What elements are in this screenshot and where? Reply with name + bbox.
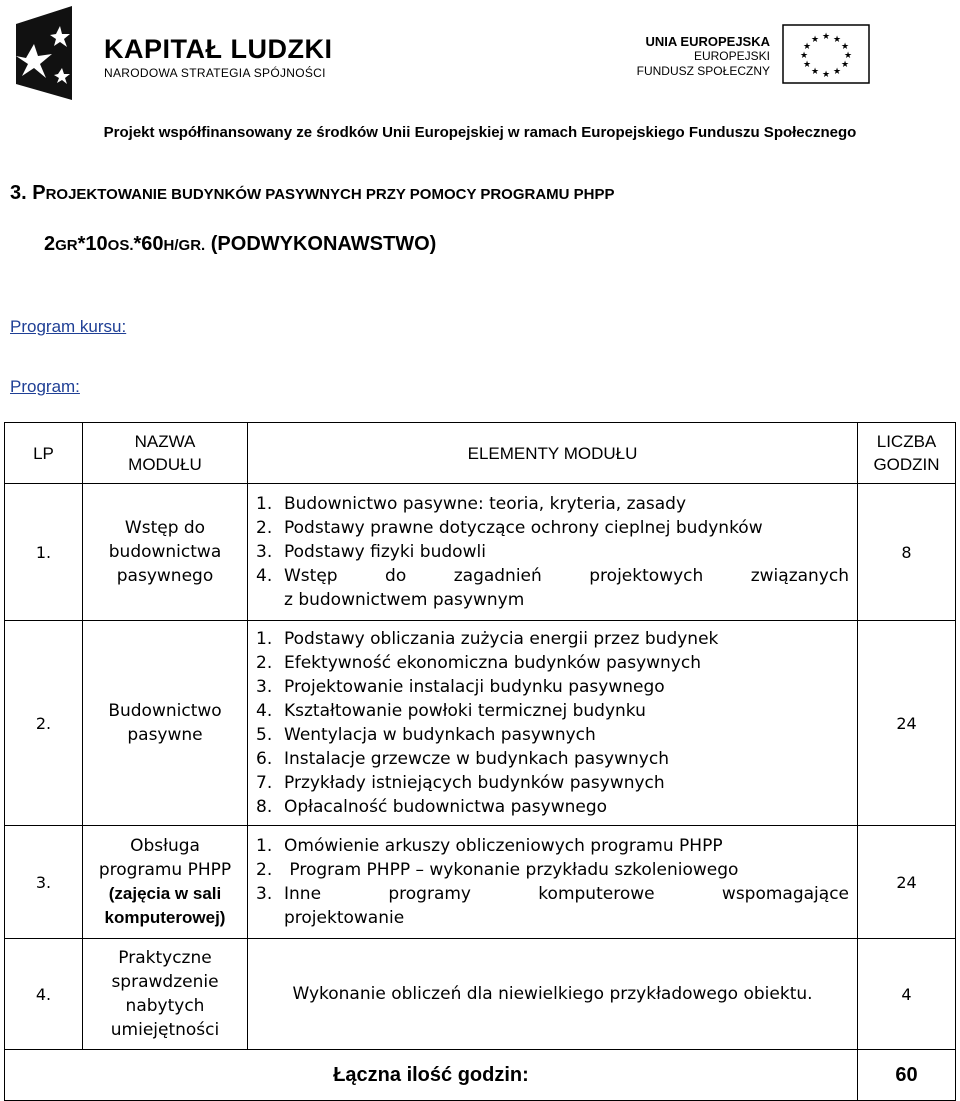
item-text: Opłacalność budownictwa pasywnego: [284, 797, 608, 817]
list-item: [256, 492, 849, 516]
item-text: Efektywność ekonomiczna budynków pasywnych: [284, 653, 701, 673]
svg-text:★: ★: [840, 60, 850, 70]
row-elements: [248, 621, 858, 826]
total-row: [5, 1050, 956, 1101]
kapital-ludzki-logo-icon: [12, 4, 76, 102]
row-lp: 1.: [5, 484, 83, 621]
row-elements: [248, 826, 858, 939]
total-value: 60: [858, 1050, 956, 1101]
svg-text:★: ★: [802, 42, 812, 52]
eu-line-1: UNIA EUROPEJSKA: [645, 34, 770, 49]
svg-text:★: ★: [810, 67, 820, 77]
svg-text:★: ★: [843, 51, 853, 61]
item-number: 2.: [256, 860, 273, 880]
header-hours: [858, 423, 956, 484]
header-module-name-line: MODUŁU: [128, 455, 202, 474]
program-table: [4, 422, 956, 1101]
item-number: 6.: [256, 749, 273, 769]
item-number: 3.: [256, 677, 273, 697]
module-name-line: umiejętności: [110, 1020, 220, 1040]
list-item: [256, 834, 849, 858]
row-module-name: [83, 826, 248, 939]
row-lp: 2.: [5, 621, 83, 826]
table-row: [5, 484, 956, 621]
item-text-line: Inne programy komputerowe wspomagające: [284, 884, 849, 904]
module-name-line: programu PHPP: [98, 860, 232, 880]
item-text: Program PHPP – wykonanie przykładu szkoleniowego: [284, 860, 739, 880]
subtitle-part: *10: [77, 233, 108, 255]
item-text: Omówienie arkuszy obliczeniowych programu PHPP: [284, 836, 723, 856]
list-item: [256, 564, 849, 612]
item-text: Projektowanie instalacji budynku pasywnego: [284, 677, 665, 697]
header-module-name: [83, 423, 248, 484]
course-title: [10, 182, 615, 205]
list-item: [256, 675, 849, 699]
total-label: Łączna ilość godzin:: [5, 1050, 858, 1101]
item-text: Instalacje grzewcze w budynkach pasywnych: [284, 749, 669, 769]
list-item: [256, 699, 849, 723]
program-kursu-link[interactable]: Program kursu:: [10, 317, 127, 336]
list-item: [256, 747, 849, 771]
eu-text: [637, 34, 770, 79]
header-lp: LP: [5, 423, 83, 484]
table-row: [5, 621, 956, 826]
svg-text:★: ★: [832, 35, 842, 45]
item-text: Podstawy fizyki budowli: [284, 542, 486, 562]
eu-line-2: EUROPEJSKI: [693, 49, 770, 63]
item-text: [284, 882, 849, 930]
eu-flag-icon: [782, 24, 870, 84]
row-lp: 3.: [5, 826, 83, 939]
subtitle-part: H/GR.: [163, 237, 206, 254]
item-number: 1.: [256, 629, 273, 649]
svg-text:★: ★: [802, 60, 812, 70]
module-name-line: pasywne: [127, 725, 203, 745]
page-header: [0, 0, 960, 110]
eu-line-3: FUNDUSZ SPOŁECZNY: [636, 64, 770, 78]
row-lp: 4.: [5, 939, 83, 1050]
row-hours: 4: [858, 939, 956, 1050]
row-elements: [248, 484, 858, 621]
item-text: Podstawy obliczania zużycia energii przez budynek: [284, 629, 719, 649]
item-text: Przykłady istniejących budynków pasywnych: [284, 773, 665, 793]
svg-text:★: ★: [840, 42, 850, 52]
item-number: 4.: [256, 566, 273, 586]
list-item: [256, 795, 849, 819]
header-elements: ELEMENTY MODUŁU: [248, 423, 858, 484]
module-name-line: budownictwa: [108, 542, 222, 562]
item-number: 2.: [256, 518, 273, 538]
row-module-name: [83, 484, 248, 621]
item-number: 1.: [256, 494, 273, 514]
list-item: [256, 540, 849, 564]
row-hours: 24: [858, 621, 956, 826]
course-title-number: 3. P: [10, 182, 46, 204]
item-text: Kształtowanie powłoki termicznej budynku: [284, 701, 646, 721]
logo-title: KAPITAŁ LUDZKI: [104, 34, 333, 64]
header-module-name-line: NAZWA: [134, 432, 196, 451]
program-link[interactable]: Program:: [10, 377, 80, 396]
row-hours: 8: [858, 484, 956, 621]
svg-text:★: ★: [810, 35, 820, 45]
list-item: [256, 651, 849, 675]
subtitle-part: OS.: [107, 237, 134, 254]
item-number: 1.: [256, 836, 273, 856]
svg-text:★: ★: [832, 67, 842, 77]
svg-text:★: ★: [821, 32, 831, 42]
module-name-bold-line: komputerowej): [104, 908, 226, 927]
module-name-line: Praktyczne: [118, 948, 212, 968]
item-number: 3.: [256, 542, 273, 562]
item-number: 5.: [256, 725, 273, 745]
list-item: [256, 723, 849, 747]
row-module-name: [83, 939, 248, 1050]
subtitle-part: 2: [44, 233, 56, 255]
logo-subtitle: NARODOWA STRATEGIA SPÓJNOŚCI: [104, 66, 326, 80]
table-row: [5, 826, 956, 939]
item-number: 2.: [256, 653, 273, 673]
item-text: Podstawy prawne dotyczące ochrony cieplnej budynków: [284, 518, 763, 538]
module-name-line: nabytych: [125, 996, 205, 1016]
course-subtitle: [44, 233, 436, 256]
row-hours: 24: [858, 826, 956, 939]
item-number: 4.: [256, 701, 273, 721]
item-number: 7.: [256, 773, 273, 793]
subtitle-part: GR: [55, 237, 78, 254]
item-text: [284, 564, 849, 612]
list-item: [256, 627, 849, 651]
subtitle-part: (PODWYKONAWSTWO): [205, 233, 437, 255]
list-item: [256, 771, 849, 795]
table-row: [5, 939, 956, 1050]
item-text-line: Wstęp do zagadnień projektowych związanych: [284, 566, 849, 586]
list-item: [256, 858, 849, 882]
module-name-line: pasywnego: [116, 566, 214, 586]
svg-text:★: ★: [821, 70, 831, 80]
item-number: 8.: [256, 797, 273, 817]
item-text: Wentylacja w budynkach pasywnych: [284, 725, 596, 745]
course-title-text: ROJEKTOWANIE BUDYNKÓW PASYWNYCH PRZY POMOCY PROGRAMU PHPP: [45, 186, 615, 203]
module-name-line: Wstęp do: [124, 518, 206, 538]
project-cofinancing-line: Projekt współfinansowany ze środków Unii Europejskiej w ramach Europejskiego Funduszu Społecznego: [103, 124, 857, 141]
row-module-name: [83, 621, 248, 826]
list-item: [256, 516, 849, 540]
item-number: 3.: [256, 884, 273, 904]
item-text-line: projektowanie: [284, 908, 405, 928]
item-text-line: z budownictwem pasywnym: [284, 590, 525, 610]
item-text: Budownictwo pasywne: teoria, kryteria, zasady: [284, 494, 687, 514]
header-hours-line: GODZIN: [873, 455, 940, 474]
module-name-line: sprawdzenie: [111, 972, 219, 992]
list-item: [256, 882, 849, 930]
svg-text:★: ★: [799, 51, 809, 61]
header-hours-line: LICZBA: [876, 432, 937, 451]
table-header-row: [5, 423, 956, 484]
module-name-bold-line: (zajęcia w sali: [108, 884, 222, 903]
module-name-line: Obsługa: [130, 836, 200, 856]
subtitle-part: *60: [133, 233, 164, 255]
row-elements: Wykonanie obliczeń dla niewielkiego przykładowego obiektu.: [248, 939, 858, 1050]
module-name-line: Budownictwo: [108, 701, 222, 721]
